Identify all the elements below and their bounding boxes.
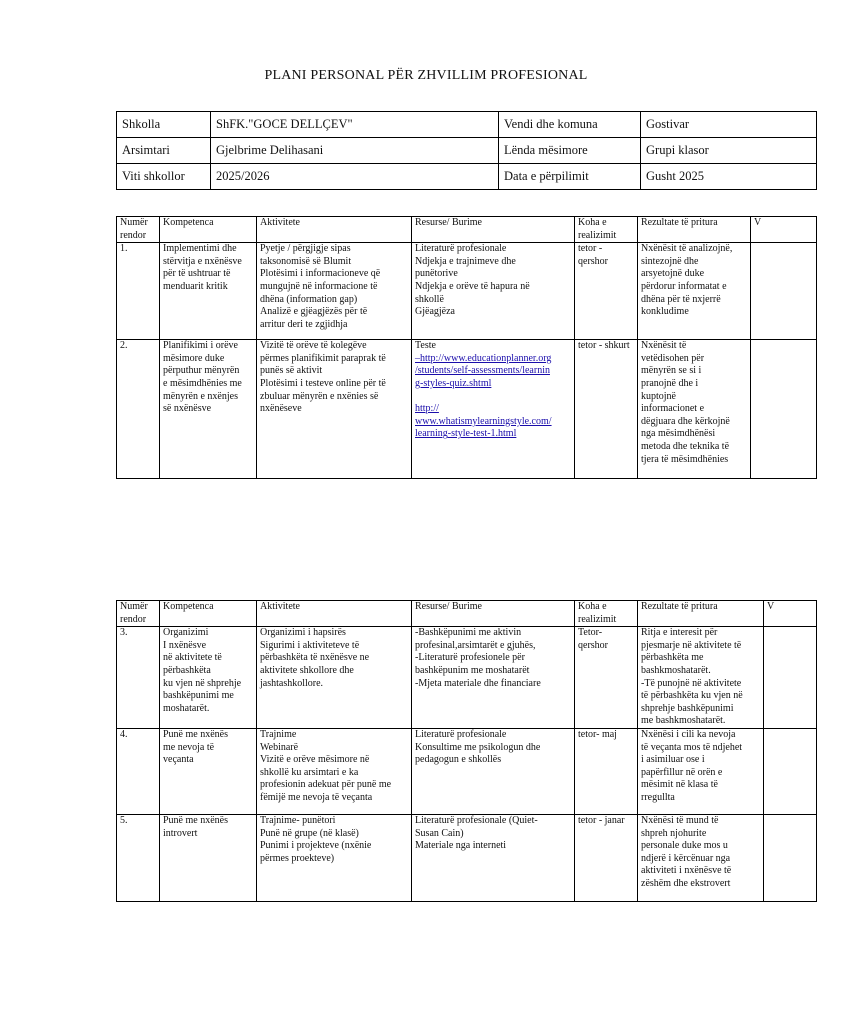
cell-line: Vizitë të orëve të kolegëve [260, 340, 367, 352]
cell-line: shkollë ku arsimtari e ka [260, 766, 359, 778]
cell-line: jashtashkollore. [260, 677, 324, 689]
cell-line: stërvitja e nxënësve [163, 255, 242, 267]
header-num: Numër rendor [117, 217, 160, 243]
resource-label: Teste [415, 340, 436, 352]
cell-line: Plotësimi i testeve online për të [260, 377, 386, 389]
cell-line: Sigurimi i aktiviteteve të [260, 639, 360, 651]
cell-line: introvert [163, 827, 198, 839]
cell-line: Punë në grupe (në klasë) [260, 827, 359, 839]
header-num: Numër rendor [117, 601, 160, 627]
cell-line: përbashkëta me [641, 652, 704, 664]
row-number: 4. [117, 728, 160, 814]
cell-line: i asimiluar ose i [641, 754, 705, 766]
cell-line: kuptojnë [641, 390, 676, 402]
cell-extra [751, 340, 817, 479]
cell-line: nxënëseve [260, 403, 302, 415]
cell-line: moshatarët. [163, 702, 210, 714]
info-value: ShFK."GOCE DELLÇEV" [211, 112, 499, 138]
cell-line: bashkëpunim me moshatarët [415, 664, 530, 676]
cell-line: bashkëpunimi me [163, 690, 234, 702]
cell-line: sintezojnë dhe [641, 255, 699, 267]
cell-line: rregullta [641, 791, 675, 803]
cell-koha [575, 814, 638, 901]
cell-resurse [412, 728, 575, 814]
plan-table-2 [116, 600, 817, 902]
header-kompetenca: Kompetenca [160, 601, 257, 627]
cell-line: aktivitete shkollore dhe [260, 664, 354, 676]
cell-line: Ndjekja e orëve të hapura në [415, 280, 530, 292]
header-aktivitete: Aktivitete [257, 601, 412, 627]
cell-line: informacionet e [641, 403, 705, 415]
row-number: 3. [117, 627, 160, 729]
cell-koha [575, 243, 638, 340]
info-label: Arsimtari [117, 138, 211, 164]
cell-line: konkludime [641, 306, 689, 318]
cell-line: dëgjuara dhe kërkojnë [641, 415, 730, 427]
cell-line: punëtorive [415, 268, 458, 280]
info-value: Grupi klasor [641, 138, 817, 164]
cell-line: së nxënësve [163, 403, 212, 415]
cell-line: Nxënësit të analizojnë, [641, 243, 733, 255]
cell-line: Gjëagjëza [415, 306, 455, 318]
cell-line: Punë me nxënës [163, 814, 228, 826]
cell-aktivitete [257, 814, 412, 901]
table-row [117, 243, 817, 340]
cell-extra [764, 814, 817, 901]
cell-aktivitete [257, 627, 412, 729]
cell-line: -Mjeta materiale dhe financiare [415, 677, 541, 689]
cell-line: Konsultime me psikologun dhe [415, 741, 541, 753]
cell-extra [764, 627, 817, 729]
cell-line: shkollë [415, 293, 444, 305]
cell-line: Organizimi [163, 627, 209, 639]
cell-line: përbashkëta [163, 664, 211, 676]
cell-line: përdorur informatat e [641, 280, 727, 292]
info-value: 2025/2026 [211, 164, 499, 190]
cell-line: ndjerë i kërcënuar nga [641, 852, 731, 864]
cell-line: Webinarë [260, 741, 299, 753]
header-resurse: Resurse/ Burime [412, 217, 575, 243]
page-title: PLANI PERSONAL PËR ZHVILLIM PROFESIONAL [264, 68, 588, 83]
info-row [117, 164, 817, 190]
header-extra: V [764, 601, 817, 627]
cell-line: Nxënësit të [641, 340, 687, 352]
header-kompetenca: Kompetenca [160, 217, 257, 243]
cell-line: -Literaturë profesionele për [415, 652, 525, 664]
cell-koha [575, 728, 638, 814]
cell-rezultate [638, 340, 751, 479]
info-row [117, 112, 817, 138]
cell-line: pranojnë dhe i [641, 377, 699, 389]
cell-line: Trajnime- punëtori [260, 814, 336, 826]
cell-line: nga mësimdhënësi [641, 428, 716, 440]
cell-line: Plotësimi i informacioneve që [260, 268, 381, 280]
cell-line: metoda dhe teknika të [641, 440, 730, 452]
info-label: Viti shkollor [117, 164, 211, 190]
cell-line: Susan Cain) [415, 827, 464, 839]
cell-line: Materiale nga interneti [415, 840, 507, 852]
table-row [117, 627, 817, 729]
header-rezultate: Rezultate të pritura [638, 601, 764, 627]
cell-extra [764, 728, 817, 814]
cell-line: Analizë e gjëagjëzës për të [260, 306, 368, 318]
link-line[interactable]: g-styles-quiz.shtml [415, 377, 492, 389]
link-line[interactable]: learning-style-test-1.html [415, 428, 517, 440]
cell-kompetenca [160, 814, 257, 901]
cell-line: pedagogun e shkollës [415, 754, 502, 766]
cell-line: të përbashkëta ku vjen në [641, 690, 743, 702]
info-row [117, 138, 817, 164]
cell-line: Nxënësi i cili ka nevoja [641, 728, 736, 740]
cell-line: tetor - [578, 243, 603, 255]
cell-line: pjesmarje në aktivitete të [641, 639, 742, 651]
info-label: Data e përpilimit [499, 164, 641, 190]
cell-koha [575, 340, 638, 479]
table-row [117, 814, 817, 901]
link-line[interactable]: /students/self-assessments/learnin [415, 365, 550, 377]
header-aktivitete: Aktivitete [257, 217, 412, 243]
cell-koha [575, 627, 638, 729]
cell-resurse [412, 243, 575, 340]
cell-line: papërfillur në orën e [641, 766, 723, 778]
cell-line: Ndjekja e trajnimeve dhe [415, 255, 516, 267]
link-line[interactable]: –http://www.educationplanner.org [415, 352, 552, 364]
cell-line: Punë me nxënës [163, 728, 228, 740]
cell-line: aktiviteti i nxënësve të [641, 865, 732, 877]
cell-line: në aktivitete të [163, 652, 222, 664]
row-number: 2. [117, 340, 160, 479]
cell-line: I nxënësve [163, 639, 207, 651]
resource-link-2[interactable] [415, 403, 571, 441]
cell-aktivitete [257, 728, 412, 814]
cell-line: veçanta [163, 754, 194, 766]
cell-line: me nevoja të [163, 741, 215, 753]
cell-rezultate [638, 814, 764, 901]
row-number: 5. [117, 814, 160, 901]
cell-line: punës së aktivit [260, 365, 323, 377]
cell-line: qershor [578, 639, 608, 651]
cell-line: -Bashkëpunimi me aktivin [415, 627, 522, 639]
cell-kompetenca [160, 728, 257, 814]
cell-line: dhëna (information gap) [260, 293, 358, 305]
cell-line: Tetor- [578, 627, 603, 639]
cell-line: me bashkmoshatarët. [641, 715, 726, 727]
header-rezultate: Rezultate të pritura [638, 217, 751, 243]
cell-line: Implementimi dhe [163, 243, 237, 255]
cell-line: Pyetje / përgjigje sipas [260, 243, 351, 255]
resource-link-1[interactable] [415, 353, 571, 391]
cell-line: fëmijë me nevoja të veçanta [260, 791, 373, 803]
info-label: Lënda mësimore [499, 138, 641, 164]
header-row [117, 601, 817, 627]
header-koha: Koha e realizimit [575, 601, 638, 627]
cell-line: zbuluar mënyrën e nxënies së [260, 390, 379, 402]
link-line[interactable]: http:// [415, 403, 439, 415]
info-table [116, 111, 817, 190]
cell-line: dhëna për të nxjerrë [641, 293, 721, 305]
cell-line: Punimi i projekteve (nxënie [260, 840, 372, 852]
cell-kompetenca [160, 627, 257, 729]
cell-resurse [412, 627, 575, 729]
cell-line: qershor [578, 255, 608, 267]
row-number: 1. [117, 243, 160, 340]
cell-rezultate [638, 627, 764, 729]
cell-line: vetëdisohen për [641, 352, 705, 364]
cell-line: të veçanta mos të ndjehet [641, 741, 743, 753]
cell-line: arsyetojnë duke [641, 268, 705, 280]
cell-line: profesionin adekuat për punë me [260, 779, 392, 791]
header-resurse: Resurse/ Burime [412, 601, 575, 627]
cell-extra [751, 243, 817, 340]
cell-line: Trajnime [260, 728, 297, 740]
cell-line: shpreh njohurite [641, 827, 707, 839]
info-value: Gostivar [641, 112, 817, 138]
cell-line: Organizimi i hapsirës [260, 627, 346, 639]
cell-line: taksonomisë së Blumit [260, 255, 352, 267]
cell-aktivitete [257, 340, 412, 479]
cell-line: bashkmoshatarët. [641, 664, 711, 676]
cell-line: Literaturë profesionale [415, 728, 507, 740]
cell-line: Literaturë profesionale (Quiet- [415, 814, 538, 826]
cell-line: tetor- maj [578, 728, 617, 740]
cell-line: Literaturë profesionale [415, 243, 507, 255]
cell-line: Planifikimi i orëve [163, 340, 238, 352]
cell-line: Vizitë e orëve mësimore në [260, 754, 370, 766]
table-row [117, 340, 817, 479]
cell-line: për të ushtruar të [163, 268, 231, 280]
plan-table-1 [116, 216, 817, 479]
cell-line: e mësimdhënies me [163, 377, 242, 389]
info-label: Vendi dhe komuna [499, 112, 641, 138]
cell-line: personale duke mos u [641, 840, 728, 852]
header-extra: V [751, 217, 817, 243]
cell-line: Ritja e interesit për [641, 627, 718, 639]
cell-line: -Të punojnë në aktivitete [641, 677, 742, 689]
cell-rezultate [638, 243, 751, 340]
info-label: Shkolla [117, 112, 211, 138]
cell-line: përputhur mënyrën [163, 365, 240, 377]
cell-line: tetor - janar [578, 814, 625, 826]
cell-line: arritur deri te zgjidhja [260, 318, 348, 330]
header-koha: Koha e realizimit [575, 217, 638, 243]
cell-line: profesinal,arsimtarët e gjuhës, [415, 639, 536, 651]
info-value: Gusht 2025 [641, 164, 817, 190]
cell-line: menduarit kritik [163, 280, 228, 292]
header-row [117, 217, 817, 243]
info-value: Gjelbrime Delihasani [211, 138, 499, 164]
cell-resurse [412, 340, 575, 479]
table-row [117, 728, 817, 814]
cell-line: Nxënësi të mund të [641, 814, 719, 826]
cell-kompetenca [160, 243, 257, 340]
cell-line: zëshëm dhe ekstrovert [641, 877, 731, 889]
cell-rezultate [638, 728, 764, 814]
cell-line: mësimore duke [163, 352, 225, 364]
spacer [415, 391, 571, 404]
cell-line: mënyrën e nxënjes [163, 390, 238, 402]
cell-line: përmes proekteve) [260, 852, 335, 864]
cell-resurse [412, 814, 575, 901]
cell-line: mënyrën se si i [641, 365, 702, 377]
cell-line: mësimit në klasa të [641, 779, 718, 791]
cell-aktivitete [257, 243, 412, 340]
link-line[interactable]: www.whatismylearningstyle.com/ [415, 415, 552, 427]
cell-line: shprehje bashkëpunimi [641, 702, 734, 714]
cell-line: përbashkëta të nxënësve ne [260, 652, 370, 664]
cell-kompetenca [160, 340, 257, 479]
cell-line: mungujnë në informacione të [260, 280, 378, 292]
cell-line: tjera të mësimdhënies [641, 453, 729, 465]
cell-line: tetor - shkurt [578, 340, 630, 352]
cell-line: përmes planifikimit paraprak të [260, 352, 386, 364]
cell-line: ku vjen në shprehje [163, 677, 242, 689]
